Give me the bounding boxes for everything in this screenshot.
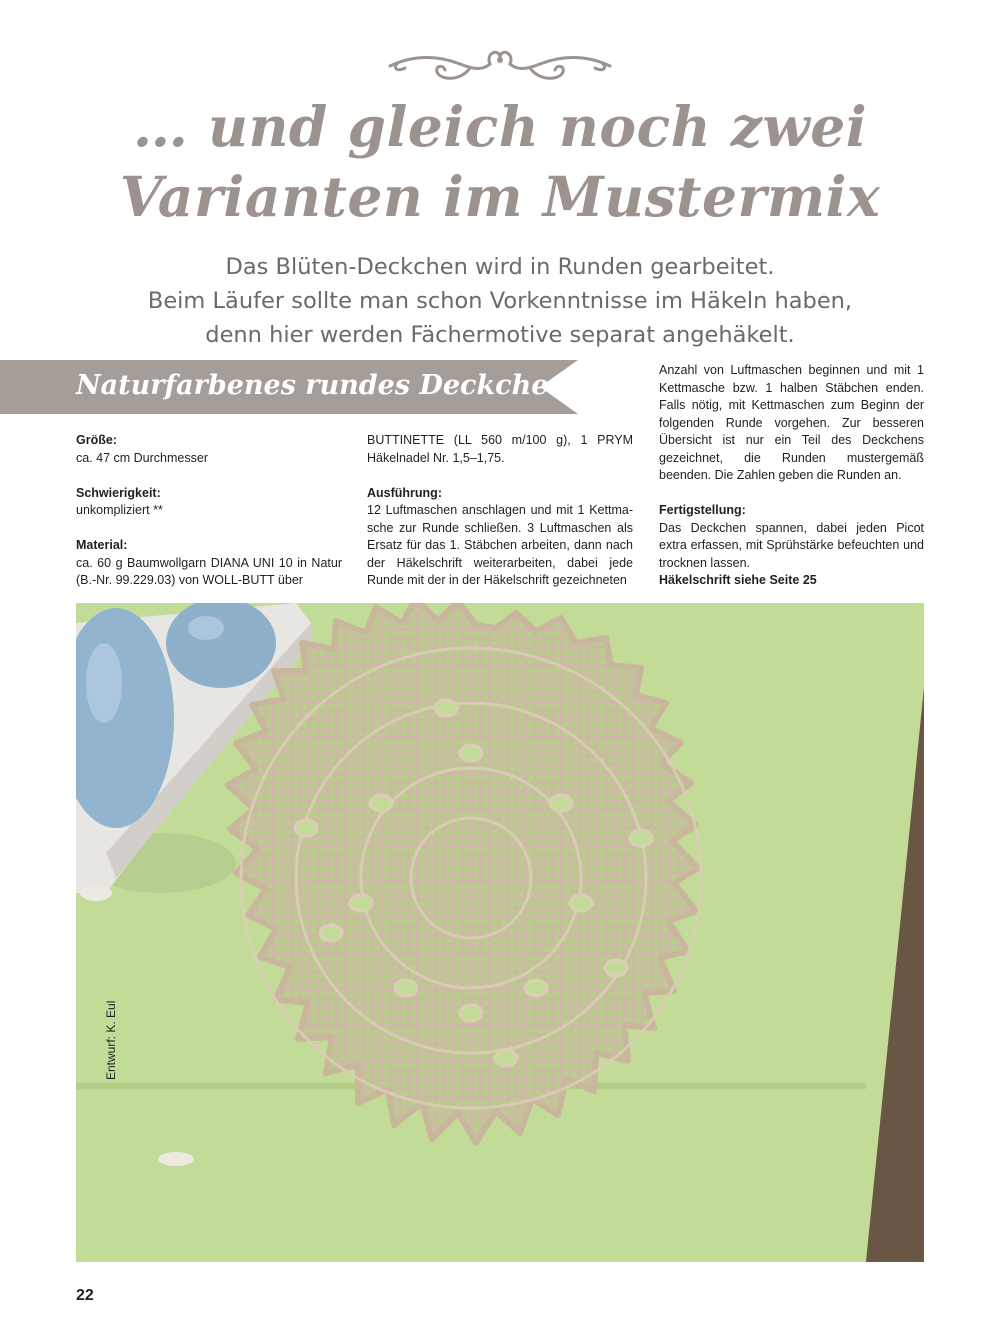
intro-line-3: denn hier werden Fächermotive separat angehäkelt. xyxy=(205,322,795,348)
page-number: 22 xyxy=(76,1287,94,1304)
headline xyxy=(0,92,1000,232)
section-title: Naturfarbenes rundes Deckchen xyxy=(76,370,569,401)
execution-text-continued: Anzahl von Luftmaschen beginnen und mit 1 Kettmasche bzw. 1 halben Stäbchen enden. Falls nötig, mit Kettmaschen zum Beginn der folgenden Runde vorgehen. Zur besseren Übersicht ist nur ein Teil des Deckchens gezeichnet, die Runden mustergemäß beenden. Die Zahlen geben die Runden an. xyxy=(659,363,924,482)
photo-credit: Entwurf: K. Eul xyxy=(104,1000,118,1080)
difficulty-heading: Schwierigkeit: xyxy=(76,485,161,500)
finishing-heading: Fertigstellung: xyxy=(659,503,746,517)
execution-heading: Ausführung: xyxy=(367,485,442,500)
intro-line-2: Beim Läufer sollte man schon Vorkenntnisse im Häkeln haben, xyxy=(147,288,853,314)
flourish-ornament-icon xyxy=(385,44,615,86)
execution-text: 12 Luftmaschen anschlagen und mit 1 Kettmasche zur Runde schließen. 3 Luftmaschen als Ersatz für das 1. Stäbchen arbeiten, dann nach der Häkelschrift weiterarbeiten, dabei jede Runde mit der in der Häkelschrift gezeichneten xyxy=(367,503,633,587)
headline-line-1: … und gleich noch zwei xyxy=(132,94,868,159)
chart-reference: Häkelschrift siehe Seite 25 xyxy=(659,573,817,587)
size-text: ca. 47 cm Durchmesser xyxy=(76,450,208,465)
text-column-3 xyxy=(659,362,924,590)
finishing-text: Das Deckchen spannen, dabei jeden Picot extra erfassen, mit Sprühstärke befeuchten und trocknen lassen. xyxy=(659,520,924,570)
doily-photo xyxy=(76,603,924,1262)
difficulty-text: unkompliziert ** xyxy=(76,503,163,517)
size-heading: Größe: xyxy=(76,433,117,447)
material-text-continued: BUTTINETTE (LL 560 m/100 g), 1 PRYM Häkelnadel Nr. 1,5–1,75. xyxy=(367,433,633,465)
intro-line-1: Das Blüten-Deckchen wird in Runden gearbeitet. xyxy=(225,254,775,280)
intro-text xyxy=(0,250,1000,352)
text-column-2 xyxy=(367,432,633,590)
text-column-1 xyxy=(76,432,342,590)
material-text: ca. 60 g Baumwollgarn DIANA UNI 10 in Natur (B.-Nr. 99.229.03) von WOLL-BUTT über xyxy=(76,555,342,587)
headline-line-2: Varianten im Mustermix xyxy=(119,164,881,229)
section-banner xyxy=(0,360,580,414)
material-heading: Material: xyxy=(76,538,128,552)
doily-photo-illustration xyxy=(76,603,924,1262)
